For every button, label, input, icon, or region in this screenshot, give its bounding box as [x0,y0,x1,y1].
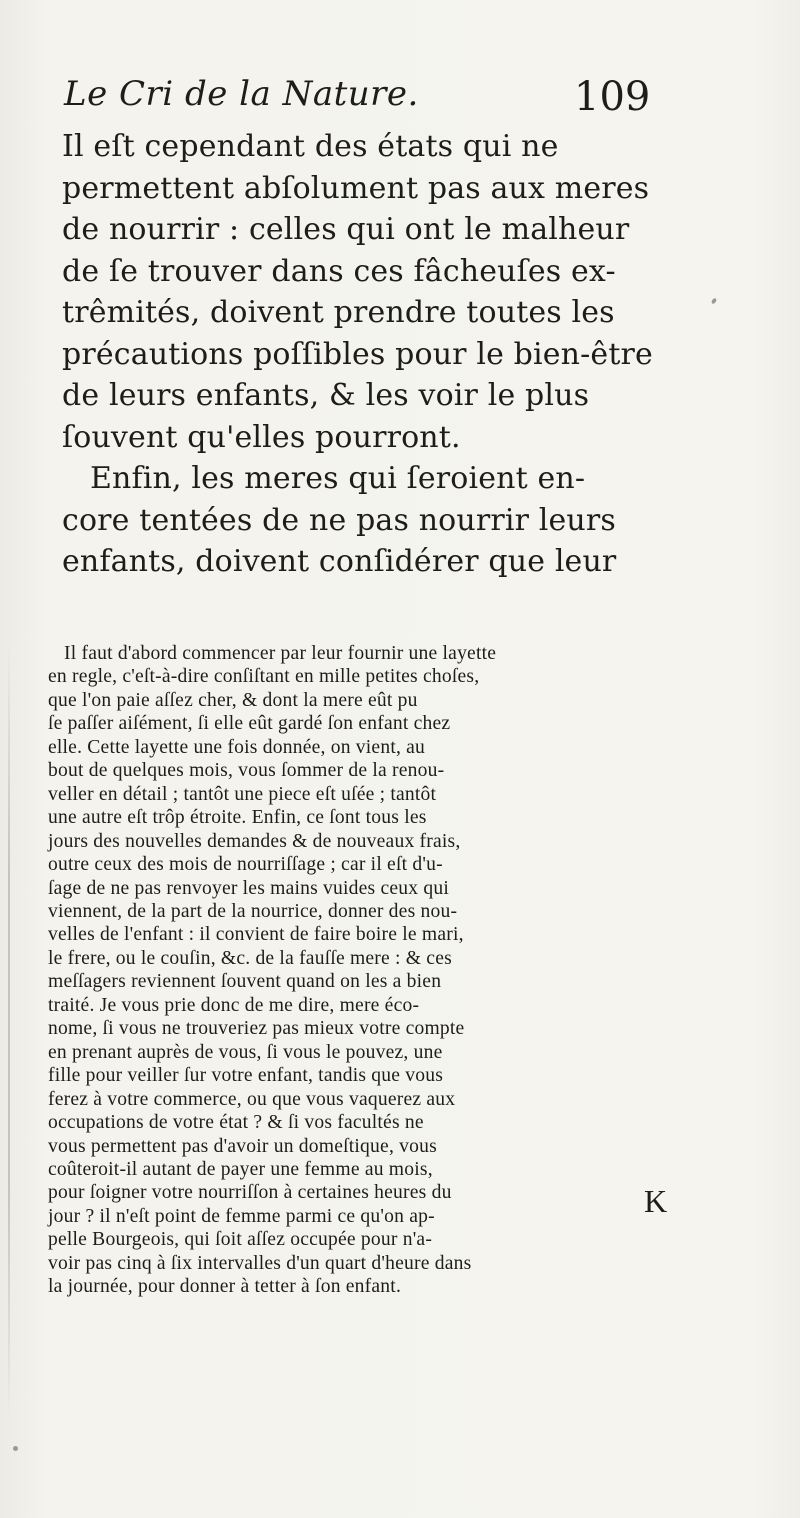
main-text-line: ſouvent qu'elles pourront. [62,419,461,455]
footnote-line: nome, ſi vous ne trouveriez pas mieux votre compte [48,1018,465,1040]
footnote-line: viennent, de la part de la nourrice, donner des nou- [48,900,458,922]
footnote-line: Il faut d'abord commencer par leur fournir une layette [64,643,497,664]
main-text-line: permettent abſolument pas aux meres [62,170,650,206]
footnote-line: pelle Bourgeois, qui ſoit aſſez occupée pour n'a- [48,1229,433,1251]
ink-speck [13,1446,18,1451]
footnote-line: pour ſoigner votre nourriſſon à certaines heures du [48,1182,452,1204]
footnote-line: velles de l'enfant : il convient de faire boire le mari, [48,924,464,946]
page-gutter-shadow [8,640,10,1420]
footnote-line: le frere, ou le couſin, &c. de la fauſſe mere : & ces [48,947,452,969]
footnote-line: jour ? il n'eſt point de femme parmi ce qu'on ap- [48,1205,435,1227]
footnote-line: outre ceux des mois de nourriſſage ; car il eſt d'u- [48,854,443,876]
footnote-line: bout de quelques mois, vous ſommer de la renou- [48,760,445,782]
main-text-line: core tentées de ne pas nourrir leurs [62,502,616,538]
footnote-line: ferez à votre commerce, ou que vous vaquerez aux [48,1088,456,1110]
footnote-line: la journée, pour donner à tetter à ſon enfant. [48,1276,402,1298]
footnote-line: en prenant auprès de vous, ſi vous le pouvez, une [48,1041,443,1063]
footnote-line: voir pas cinq à ſix intervalles d'un quart d'heure dans [48,1252,472,1274]
page-header [60,68,800,124]
footnote-line: en regle, c'eſt-à-dire conſiſtant en mille petites choſes, [48,666,480,688]
footnote-line: une autre eſt trôp étroite. Enfin, ce ſont tous les [48,807,427,829]
footnote-line: vous permettent pas d'avoir un domeſtique, vous [48,1135,437,1157]
footnote-line: meſſagers reviennent ſouvent quand on les a bien [48,971,442,993]
main-text-line: de leurs enfants, & les voir le plus [62,378,590,413]
main-text-line: trêmités, doivent prendre toutes les [62,295,615,330]
footnote-line: occupations de votre état ? & ſi vos facultés ne [48,1112,424,1134]
footnote-line: traité. Je vous prie donc de me dire, mere éco- [48,994,420,1016]
page-number: 109 [574,74,651,120]
footnote-line: jours des nouvelles demandes & de nouveaux frais, [48,830,461,852]
catchword: K [644,1183,668,1219]
main-text-line: précautions poſſibles pour le bien-être [62,336,653,372]
main-text [62,126,792,583]
main-text-line: Enfin, les meres qui ſeroient en- [90,461,586,496]
footnote-line: coûteroit-il autant de payer une femme au mois, [48,1158,433,1180]
footnote-line: fille pour veiller ſur votre enfant, tandis que vous [48,1065,444,1087]
footnote-line: elle. Cette layette une fois donnée, on vient, au [48,736,426,758]
footnote-line: veller en détail ; tantôt une piece eſt uſée ; tantôt [48,783,437,805]
footnote-line: ſe paſſer aiſément, ſi elle eût gardé ſon enfant chez [48,713,451,735]
main-text-line: Il eſt cependant des états qui ne [62,129,559,164]
main-text-line: de nourrir : celles qui ont le malheur [62,212,630,247]
main-text-line: de ſe trouver dans ces fâcheuſes ex- [62,253,616,289]
footnote [48,642,793,1299]
footnote-line: que l'on paie aſſez cher, & dont la mere eût pu [48,689,418,711]
footnote-line: ſage de ne pas renvoyer les mains vuides ceux qui [48,877,450,899]
main-text-line: enfants, doivent conſidérer que leur [62,544,617,579]
running-title: Le Cri de la Nature. [64,74,419,114]
